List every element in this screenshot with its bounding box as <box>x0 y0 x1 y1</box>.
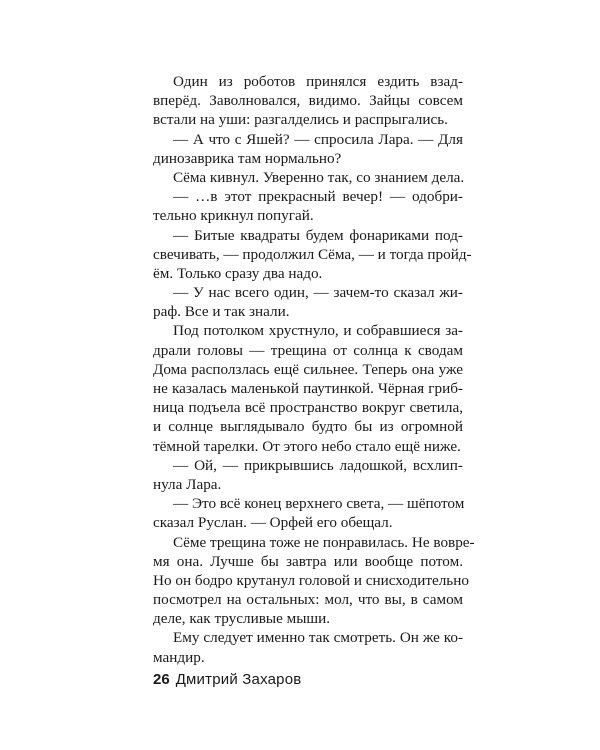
text-line: — …в этот прекрасный вечер! — одобри- <box>173 188 463 206</box>
text-line: не казалась маленькой паутинкой. Чёрная гриб- <box>153 380 463 397</box>
text-line: Дома расползлась ещё сильнее. Теперь она уже <box>153 360 463 378</box>
page-number: 26 <box>153 671 170 688</box>
text-line: мя она. Лучше бы завтра или вообще потом. <box>153 552 463 570</box>
text-line: встали на уши: разгалделись и распрыгались. <box>153 111 448 129</box>
text-line: свечивать, — продолжил Сёма, — и тогда пройд- <box>153 245 472 263</box>
text-line: Ему следует именно так смотреть. Он же ко- <box>173 629 463 647</box>
text-line: — Ой, — прикрывшись ладошкой, всхлип- <box>173 456 463 474</box>
text-line: сказал Руслан. — Орфей его обещал. <box>153 514 393 532</box>
text-line: — Это всё конец верхнего света, — шёпотом <box>173 495 465 513</box>
text-line: — У нас всего один, — зачем-то сказал жи- <box>173 284 463 302</box>
text-line: мандир. <box>153 648 205 666</box>
text-line: вперёд. Заволновался, видимо. Зайцы совсем <box>153 92 463 110</box>
text-line: ница подъела всё пространство вокруг светила, <box>153 399 463 417</box>
text-line: деле, как трусливые мыши. <box>153 610 331 628</box>
text-line: Один из роботов принялся ездить взад- <box>173 73 463 90</box>
text-line: динозаврика там нормально? <box>153 149 342 167</box>
text-line: раф. Все и так знали. <box>153 303 290 321</box>
text-line: Сёме трещина тоже не понравилась. Не вовре- <box>173 533 475 551</box>
text-line: Под потолком хрустнуло, и собравшиеся за- <box>173 322 463 340</box>
text-line: ём. Только сразу два надо. <box>153 264 323 282</box>
text-line: тельно крикнул попугай. <box>153 207 314 225</box>
text-line: тёмной тарелки. От этого небо стало ещё ниже. <box>153 437 461 455</box>
page-footer <box>153 671 301 688</box>
text-line: Но он бодро крутанул головой и снисходительно <box>153 571 469 589</box>
text-line: — Битые квадраты будем фонариками под- <box>173 226 463 244</box>
text-line: — А что с Яшей? — спросила Лара. — Для <box>173 130 463 148</box>
text-line: драли головы — трещина от солнца к сводам <box>153 341 463 359</box>
text-line: посмотрел на остальных: мол, что вы, в самом <box>153 591 463 609</box>
body-text <box>153 72 475 667</box>
text-line: нула Лара. <box>153 475 222 493</box>
text-line: и солнце выглядывало будто бы из огромной <box>153 418 463 436</box>
author-name: Дмитрий Захаров <box>175 671 302 688</box>
text-line: Сёма кивнул. Уверенно так, со знанием дела. <box>173 168 465 186</box>
